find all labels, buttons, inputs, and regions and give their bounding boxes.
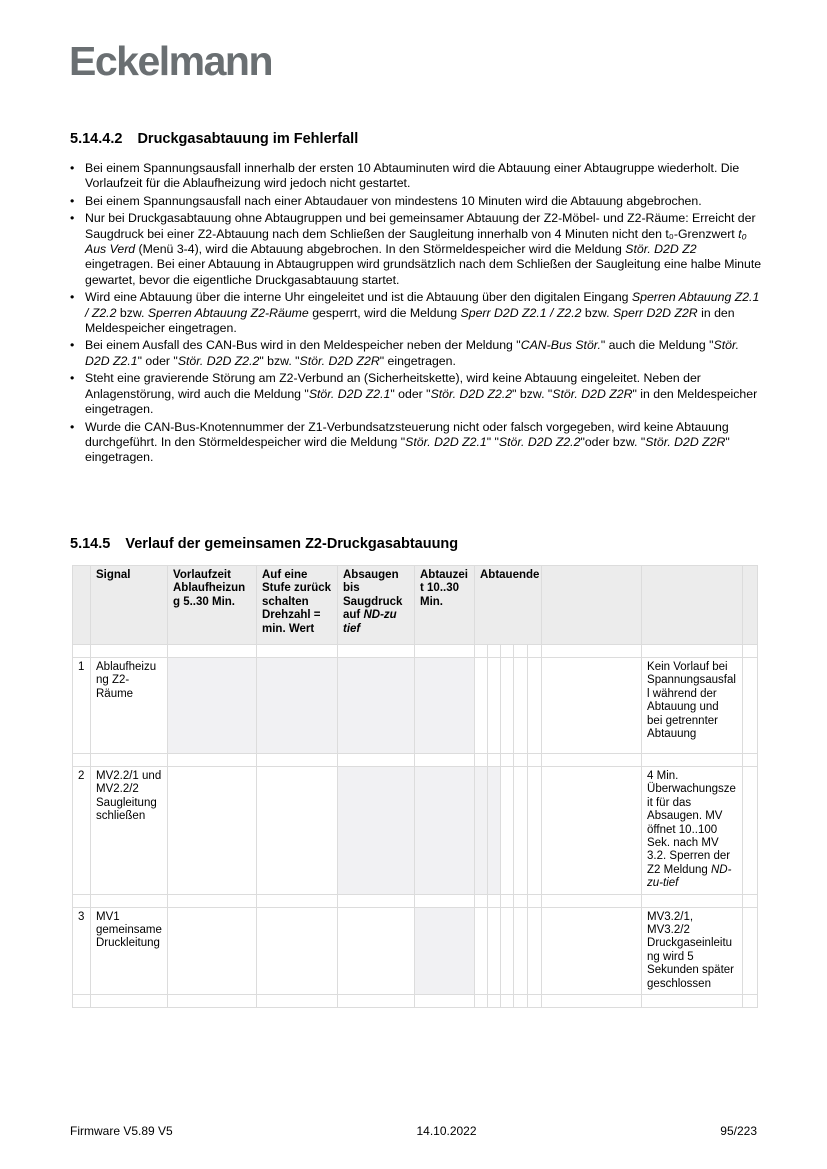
phase-cell-abtauzeit bbox=[415, 767, 475, 895]
spacer-row bbox=[73, 894, 758, 907]
section-number: 5.14.4.2 bbox=[70, 131, 123, 147]
abtauende-tick-cell bbox=[501, 658, 514, 754]
bullet-text: Bei einem Spannungsausfall innerhalb der ersten 10 Abtauminuten wird die Abtauung einer Abtaugruppe wiederholt. Die Vorlaufzeit für die Ablaufheizung wird jedoch nicht gestartet. bbox=[85, 161, 740, 191]
note-cell: 4 Min. Überwachungszeit für das Absaugen. MV öffnet 10..100 Sek. nach MV 3.2. Sperren der Z2 Meldung ND-zu-tief bbox=[642, 767, 743, 895]
signal-cell: MV2.2/1 und MV2.2/2 Saugleitung schließen bbox=[91, 767, 168, 895]
table-row bbox=[73, 767, 758, 895]
bullet-text: Bei einem Spannungsausfall nach einer Abtaudauer von mindestens 10 Minuten wird die Abtauung abgebrochen. bbox=[85, 193, 702, 208]
abtauende-tick-cell bbox=[514, 907, 528, 994]
bullet-item bbox=[70, 290, 762, 336]
bullet-item bbox=[70, 161, 762, 192]
col-header-abtauende: Abtauende bbox=[475, 566, 542, 645]
phase-cell-vorlaufzeit bbox=[168, 658, 257, 754]
spacer-row bbox=[73, 995, 758, 1008]
section-title: Druckgasabtauung im Fehlerfall bbox=[137, 131, 359, 147]
bullet-item bbox=[70, 420, 762, 466]
spacer-row bbox=[73, 645, 758, 658]
bullet-item bbox=[70, 371, 762, 417]
abtauende-tick-cell bbox=[488, 767, 501, 895]
bullet-text: Wurde die CAN-Bus-Knotennummer der Z1-Verbundsatzsteuerung nicht oder falsch vorgegeben, wird keine Abtauung durchgeführt. In den Störmeldespeicher wird die Meldung "Stör. D2D Z2.1" "Stör. D2D Z2.2"oder bzw. "Stör. D2D Z2R" eingetragen. bbox=[85, 419, 730, 465]
abtauende-tick-cell bbox=[528, 658, 542, 754]
col-header-abtauzeit: Abtauzeit 10..30 Min. bbox=[415, 566, 475, 645]
bullet-text: Nur bei Druckgasabtauung ohne Abtaugruppen und bei gemeinsamer Abtauung der Z2-Möbel- und Z2-Räume: Erreicht der Saugdruck bei einer Z2-Abtauung nach dem Schließen der Saugleitung innerhalb von 4 Minuten nicht den t₀-Grenzwert t₀ Aus Verd (Menü 3-4), wird die Abtauung abgebrochen. In den Störmeldespeicher wird die Meldung Stör. D2D Z2 eingetragen. Bei einer Abtauung in Abtaugruppen wird grundsätzlich nach dem Schließen der Saugleitung eine halbe Minute gewartet, bevor die eigentliche Druckgasabtauung startet. bbox=[85, 211, 762, 287]
abtauende-tick-cell bbox=[488, 658, 501, 754]
gap-cell bbox=[542, 767, 642, 895]
bullet-marker: • bbox=[70, 371, 75, 386]
bullet-text: Steht eine gravierende Störung am Z2-Verbund an (Sicherheitskette), wird keine Abtauung eingeleitet. Neben der Anlagenstörung, wird auch die Meldung "Stör. D2D Z2.1" oder "Stör. D2D Z2.2" bzw. "Stör. D2D Z2R" in den Meldespeicher eingetragen. bbox=[85, 371, 758, 417]
note-cell: MV3.2/1, MV3.2/2 Druckgaseinleitung wird 5 Sekunden später geschlossen bbox=[642, 907, 743, 994]
gap-cell bbox=[542, 907, 642, 994]
phase-cell-abtauzeit bbox=[415, 658, 475, 754]
company-logo: Eckelmann bbox=[69, 38, 272, 84]
spacer-row bbox=[73, 754, 758, 767]
note-cell: Kein Vorlauf bei Spannungsausfall während der Abtauung und bei getrennter Abtauung bbox=[642, 658, 743, 754]
bullet-list bbox=[70, 161, 762, 468]
edge-cell bbox=[743, 658, 758, 754]
col-header-note bbox=[642, 566, 743, 645]
edge-cell bbox=[743, 907, 758, 994]
phase-cell-abtauzeit bbox=[415, 907, 475, 994]
abtauende-tick-cell bbox=[528, 767, 542, 895]
phase-cell-stufe bbox=[257, 767, 338, 895]
corner-cell bbox=[73, 566, 91, 645]
bullet-marker: • bbox=[70, 419, 75, 434]
bullet-text: Bei einem Ausfall des CAN-Bus wird in den Meldespeicher neben der Meldung "CAN-Bus Stör." auch die Meldung "Stör. D2D Z2.1" oder "Stör. D2D Z2.2" bzw. "Stör. D2D Z2R" eingetragen. bbox=[85, 338, 740, 368]
verlauf-table bbox=[72, 565, 758, 1008]
phase-cell-absaugen bbox=[338, 767, 415, 895]
bullet-marker: • bbox=[70, 290, 75, 305]
phase-cell-absaugen bbox=[338, 907, 415, 994]
abtauende-tick-cell bbox=[528, 907, 542, 994]
row-number-cell: 1 bbox=[73, 658, 91, 754]
section-heading-verlauf bbox=[70, 536, 458, 552]
abtauende-tick-cell bbox=[514, 658, 528, 754]
phase-cell-vorlaufzeit bbox=[168, 767, 257, 895]
col-header-vorlaufzeit: Vorlaufzeit Ablaufheizung 5..30 Min. bbox=[168, 566, 257, 645]
bullet-marker: • bbox=[70, 338, 75, 353]
phase-cell-vorlaufzeit bbox=[168, 907, 257, 994]
abtauende-tick-cell bbox=[475, 658, 488, 754]
table-header-row bbox=[73, 566, 758, 645]
col-header-edge bbox=[743, 566, 758, 645]
bullet-item bbox=[70, 194, 762, 209]
section-heading-fehlerfall bbox=[70, 131, 358, 147]
col-header-gap bbox=[542, 566, 642, 645]
phase-cell-stufe bbox=[257, 658, 338, 754]
abtauende-tick-cell bbox=[475, 767, 488, 895]
signal-cell: Ablaufheizung Z2-Räume bbox=[91, 658, 168, 754]
edge-cell bbox=[743, 767, 758, 895]
row-number-cell: 2 bbox=[73, 767, 91, 895]
col-header-absaugen: Absaugen bis Saugdruck auf ND-zu tief bbox=[338, 566, 415, 645]
bullet-marker: • bbox=[70, 211, 75, 226]
phase-cell-stufe bbox=[257, 907, 338, 994]
signal-cell: MV1 gemeinsame Druckleitung bbox=[91, 907, 168, 994]
abtauende-tick-cell bbox=[501, 767, 514, 895]
table-row bbox=[73, 658, 758, 754]
col-header-stufe: Auf eine Stufe zurück schalten Drehzahl = min. Wert bbox=[257, 566, 338, 645]
col-header-signal: Signal bbox=[91, 566, 168, 645]
bullet-text: Wird eine Abtauung über die interne Uhr eingeleitet und ist die Abtauung über den digitalen Eingang Sperren Abtauung Z2.1 / Z2.2 bzw. Sperren Abtauung Z2-Räume gesperrt, wird die Meldung Sperr D2D Z2.1 / Z2.2 bzw. Sperr D2D Z2R in den Meldespeicher eingetragen. bbox=[85, 290, 760, 336]
abtauende-tick-cell bbox=[488, 907, 501, 994]
bullet-item bbox=[70, 211, 762, 288]
row-number-cell: 3 bbox=[73, 907, 91, 994]
section-title: Verlauf der gemeinsamen Z2-Druckgasabtauung bbox=[125, 536, 459, 552]
phase-cell-absaugen bbox=[338, 658, 415, 754]
abtauende-tick-cell bbox=[475, 907, 488, 994]
bullet-item bbox=[70, 338, 762, 369]
footer-page-number: 95/223 bbox=[720, 1124, 757, 1138]
abtauende-tick-cell bbox=[501, 907, 514, 994]
bullet-marker: • bbox=[70, 193, 75, 208]
bullet-marker: • bbox=[70, 161, 75, 175]
table-row bbox=[73, 907, 758, 994]
page-footer bbox=[70, 1124, 757, 1138]
footer-firmware-version: Firmware V5.89 V5 bbox=[70, 1124, 173, 1138]
gap-cell bbox=[542, 658, 642, 754]
footer-date: 14.10.2022 bbox=[416, 1124, 477, 1138]
section-number: 5.14.5 bbox=[70, 536, 111, 552]
abtauende-tick-cell bbox=[514, 767, 528, 895]
